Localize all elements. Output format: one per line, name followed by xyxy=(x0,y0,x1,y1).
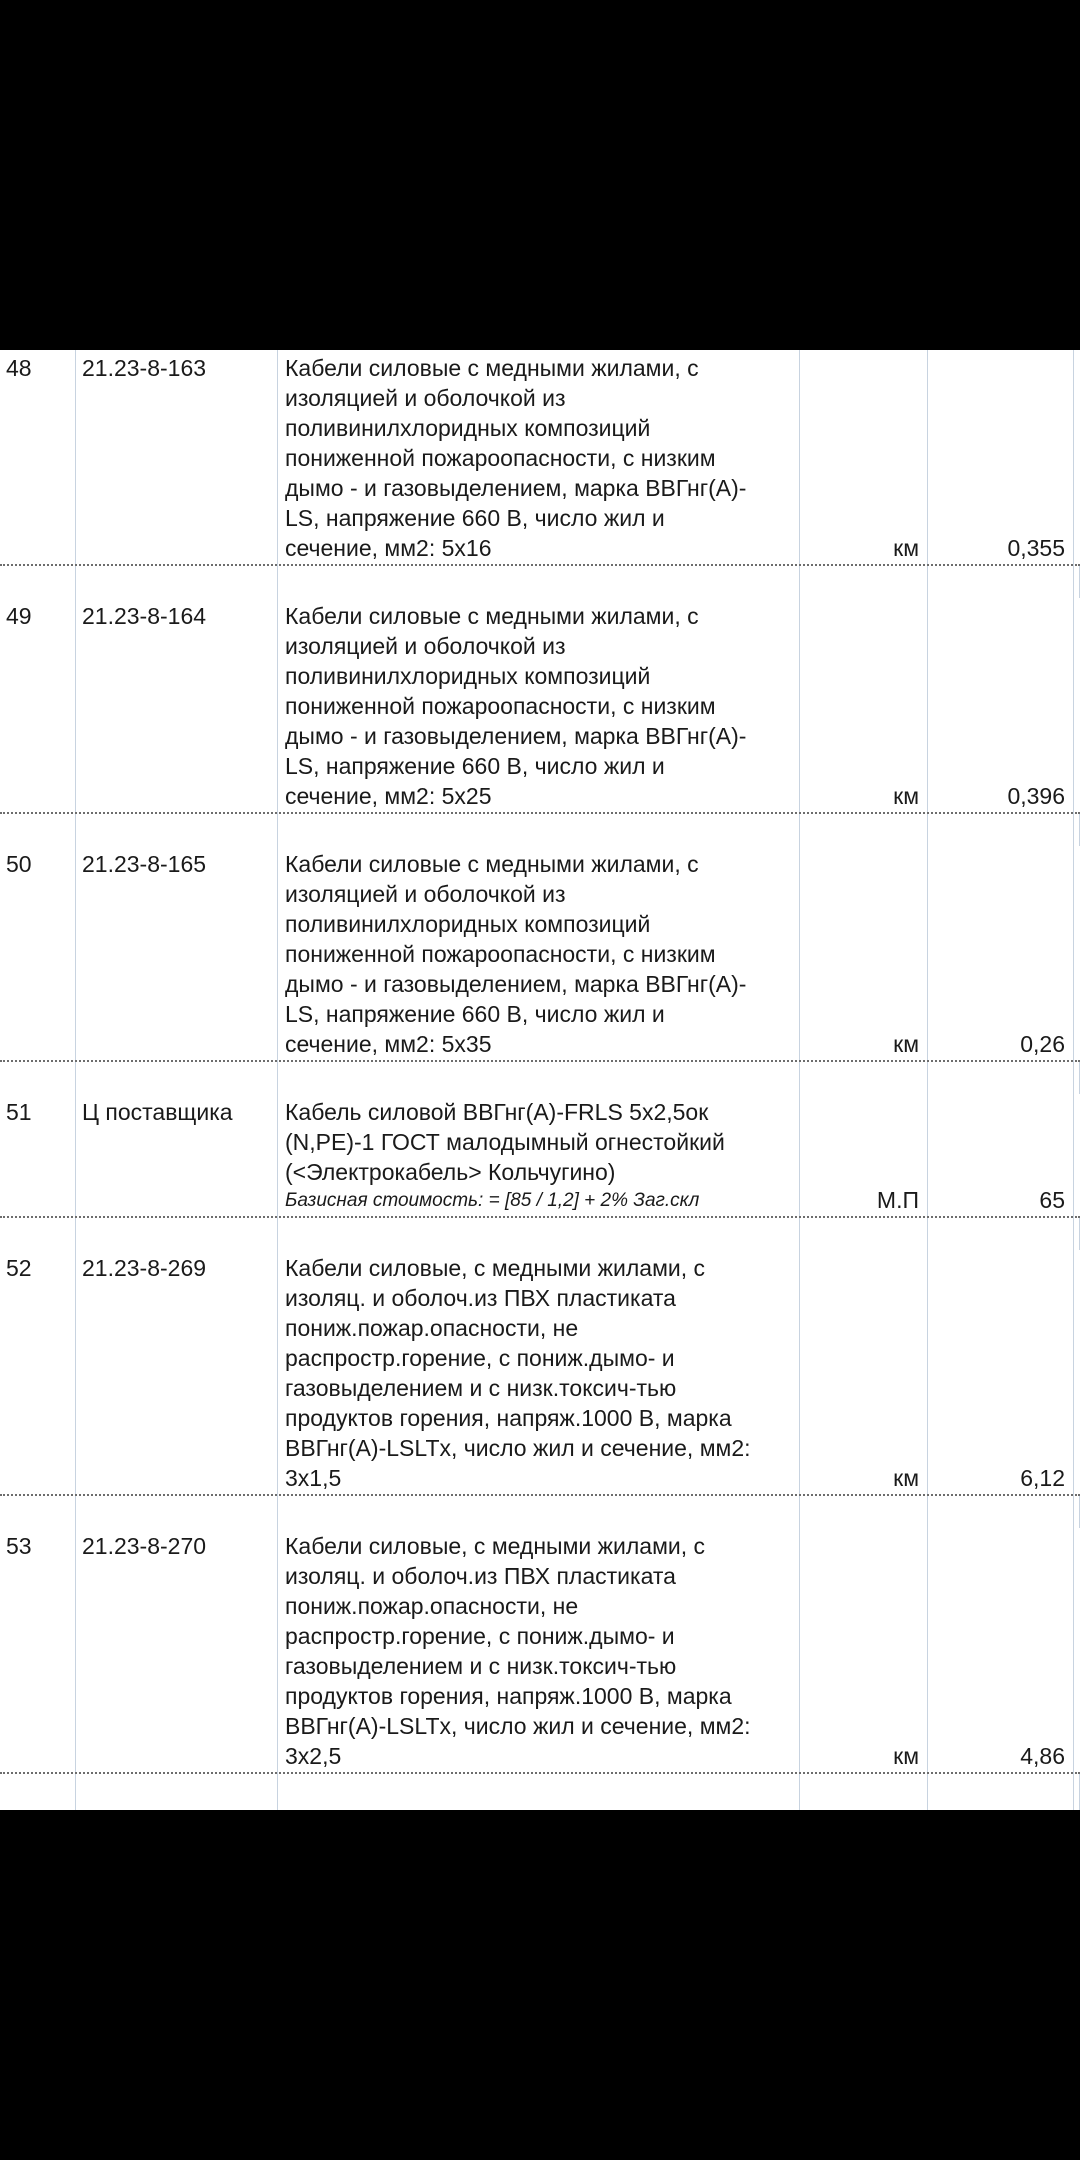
row-number-cell[interactable] xyxy=(0,1094,76,1218)
description-line: изоляц. и оболоч.из ПВХ пластиката xyxy=(285,1563,676,1589)
empty-cell[interactable] xyxy=(1074,1218,1080,1250)
unit-value: км xyxy=(893,1465,919,1491)
description-line: дымо - и газовыделением, марка ВВГнг(А)- xyxy=(285,723,747,749)
empty-cell[interactable] xyxy=(928,566,1074,598)
empty-cell[interactable] xyxy=(1074,1774,1080,1810)
rate-code: 21.23-8-164 xyxy=(82,603,207,629)
row-number: 52 xyxy=(6,1255,32,1281)
description-line: Кабели силовые с медными жилами, с xyxy=(285,851,699,877)
empty-cell[interactable] xyxy=(0,566,76,598)
empty-cell[interactable] xyxy=(76,1774,278,1810)
spreadsheet-viewport[interactable] xyxy=(0,350,1080,1810)
description-line: LS, напряжение 660 В, число жил и xyxy=(285,753,665,779)
row-number-cell[interactable] xyxy=(0,1528,76,1774)
table-row xyxy=(0,1094,1080,1218)
next-column-cell[interactable] xyxy=(1074,350,1080,566)
description-line: распростр.горение, с пониж.дымо- и xyxy=(285,1623,675,1649)
row-number: 48 xyxy=(6,355,32,381)
empty-cell[interactable] xyxy=(76,1496,278,1528)
quantity-value: 0,355 xyxy=(1007,535,1065,561)
description-line: пониженной пожароопасности, с низким xyxy=(285,693,716,719)
empty-cell[interactable] xyxy=(800,566,928,598)
quantity-cell[interactable] xyxy=(928,846,1074,1062)
quantity-value: 65 xyxy=(1039,1187,1065,1213)
description-line: ВВГнг(А)-LSLTx, число жил и сечение, мм2: xyxy=(285,1713,751,1739)
unit-value: км xyxy=(893,1031,919,1057)
empty-cell[interactable] xyxy=(928,1496,1074,1528)
empty-cell[interactable] xyxy=(800,1218,928,1250)
rate-code: 21.23-8-270 xyxy=(82,1533,207,1559)
empty-cell[interactable] xyxy=(278,1062,800,1094)
empty-cell[interactable] xyxy=(76,814,278,846)
table-row xyxy=(0,846,1080,1062)
next-column-cell[interactable] xyxy=(1074,846,1080,1062)
row-number: 49 xyxy=(6,603,32,629)
description-cell[interactable] xyxy=(278,1094,800,1218)
empty-cell[interactable] xyxy=(1074,1062,1080,1094)
quantity-value: 0,26 xyxy=(1020,1031,1065,1057)
next-column-cell[interactable] xyxy=(1074,598,1080,814)
rate-code-cell[interactable] xyxy=(76,1250,278,1496)
description-line: Кабели силовые с медными жилами, с xyxy=(285,603,699,629)
rate-code-cell[interactable] xyxy=(76,598,278,814)
description-line: ВВГнг(А)-LSLTx, число жил и сечение, мм2: xyxy=(285,1435,751,1461)
unit-cell[interactable] xyxy=(800,1528,928,1774)
empty-cell[interactable] xyxy=(928,1218,1074,1250)
empty-cell[interactable] xyxy=(800,1496,928,1528)
unit-value: км xyxy=(893,783,919,809)
table-spacer-row xyxy=(0,1774,1080,1810)
rate-code-cell[interactable] xyxy=(76,350,278,566)
rate-code: 21.23-8-163 xyxy=(82,355,207,381)
base-cost-note: Базисная стоимость: = [85 / 1,2] + 2% Заг.скл xyxy=(285,1190,700,1211)
description-line: пониженной пожароопасности, с низким xyxy=(285,941,716,967)
description-line: Кабель силовой ВВГнг(А)-FRLS 5х2,5ок xyxy=(285,1099,709,1125)
table-row xyxy=(0,1250,1080,1496)
unit-cell[interactable] xyxy=(800,1094,928,1218)
description-line: Кабели силовые с медными жилами, с xyxy=(285,355,699,381)
rate-code: Ц поставщика xyxy=(82,1099,233,1125)
description-line: LS, напряжение 660 В, число жил и xyxy=(285,505,665,531)
description-line: поливинилхлоридных композиций xyxy=(285,911,651,937)
description-cell[interactable] xyxy=(278,1250,800,1496)
quantity-cell[interactable] xyxy=(928,598,1074,814)
description-line: поливинилхлоридных композиций xyxy=(285,415,651,441)
table-spacer-row xyxy=(0,1062,1080,1094)
unit-cell[interactable] xyxy=(800,598,928,814)
table-spacer-row xyxy=(0,1218,1080,1250)
table-row xyxy=(0,350,1080,566)
quantity-value: 4,86 xyxy=(1020,1743,1065,1769)
table-spacer-row xyxy=(0,1496,1080,1528)
description-cell[interactable] xyxy=(278,350,800,566)
rate-code-cell[interactable] xyxy=(76,846,278,1062)
description-cell[interactable] xyxy=(278,846,800,1062)
description-line: газовыделением и с низк.токсич-тью xyxy=(285,1375,677,1401)
unit-cell[interactable] xyxy=(800,350,928,566)
next-column-cell[interactable] xyxy=(1074,1250,1080,1496)
description-line: распростр.горение, с пониж.дымо- и xyxy=(285,1345,675,1371)
table-spacer-row xyxy=(0,814,1080,846)
description-line: пониж.пожар.опасности, не xyxy=(285,1315,579,1341)
empty-cell[interactable] xyxy=(76,1218,278,1250)
description-line: 3х2,5 xyxy=(285,1743,342,1769)
empty-cell[interactable] xyxy=(278,1218,800,1250)
unit-cell[interactable] xyxy=(800,846,928,1062)
empty-cell[interactable] xyxy=(278,814,800,846)
quantity-cell[interactable] xyxy=(928,1528,1074,1774)
row-number-cell[interactable] xyxy=(0,598,76,814)
description-cell[interactable] xyxy=(278,598,800,814)
empty-cell[interactable] xyxy=(0,814,76,846)
description-line: дымо - и газовыделением, марка ВВГнг(А)- xyxy=(285,971,747,997)
description-line: изоляцией и оболочкой из xyxy=(285,633,566,659)
quantity-value: 6,12 xyxy=(1020,1465,1065,1491)
next-column-cell[interactable] xyxy=(1074,1528,1080,1774)
empty-cell[interactable] xyxy=(1074,566,1080,598)
empty-cell[interactable] xyxy=(0,1062,76,1094)
row-number-cell[interactable] xyxy=(0,1250,76,1496)
description-line: дымо - и газовыделением, марка ВВГнг(А)- xyxy=(285,475,747,501)
table-row xyxy=(0,1528,1080,1774)
rate-code-cell[interactable] xyxy=(76,1528,278,1774)
unit-value: км xyxy=(893,1743,919,1769)
quantity-cell[interactable] xyxy=(928,350,1074,566)
description-line: сечение, мм2: 5х25 xyxy=(285,783,492,809)
row-number-cell[interactable] xyxy=(0,846,76,1062)
unit-cell[interactable] xyxy=(800,1250,928,1496)
description-line: изоляцией и оболочкой из xyxy=(285,385,566,411)
empty-cell[interactable] xyxy=(800,814,928,846)
description-line: пониж.пожар.опасности, не xyxy=(285,1593,579,1619)
quantity-value: 0,396 xyxy=(1007,783,1065,809)
rate-code: 21.23-8-269 xyxy=(82,1255,207,1281)
table-spacer-row xyxy=(0,566,1080,598)
description-line: поливинилхлоридных композиций xyxy=(285,663,651,689)
description-line: изоляцией и оболочкой из xyxy=(285,881,566,907)
description-line: LS, напряжение 660 В, число жил и xyxy=(285,1001,665,1027)
empty-cell[interactable] xyxy=(0,1774,76,1810)
empty-cell[interactable] xyxy=(278,1774,800,1810)
description-line: продуктов горения, напряж.1000 В, марка xyxy=(285,1405,732,1431)
description-line: (<Электрокабель> Кольчугино) xyxy=(285,1159,616,1185)
description-line: продуктов горения, напряж.1000 В, марка xyxy=(285,1683,732,1709)
description-cell[interactable] xyxy=(278,1528,800,1774)
description-line: сечение, мм2: 5х35 xyxy=(285,1031,492,1057)
description-line: 3х1,5 xyxy=(285,1465,342,1491)
description-line: Кабели силовые, с медными жилами, с xyxy=(285,1255,706,1281)
row-number: 53 xyxy=(6,1533,32,1559)
quantity-cell[interactable] xyxy=(928,1094,1074,1218)
rate-code-cell[interactable] xyxy=(76,1094,278,1218)
empty-cell[interactable] xyxy=(928,814,1074,846)
empty-cell[interactable] xyxy=(0,1496,76,1528)
description-line: сечение, мм2: 5х16 xyxy=(285,535,492,561)
empty-cell[interactable] xyxy=(1074,814,1080,846)
row-number: 50 xyxy=(6,851,32,877)
description-line: пониженной пожароопасности, с низким xyxy=(285,445,716,471)
estimate-table xyxy=(0,350,1080,1810)
empty-cell[interactable] xyxy=(278,566,800,598)
table-row xyxy=(0,598,1080,814)
row-number-cell[interactable] xyxy=(0,350,76,566)
next-column-cell[interactable] xyxy=(1074,1094,1080,1218)
rate-code: 21.23-8-165 xyxy=(82,851,207,877)
quantity-cell[interactable] xyxy=(928,1250,1074,1496)
description-line: (N,PE)-1 ГОСТ малодымный огнестойкий xyxy=(285,1129,725,1155)
empty-cell[interactable] xyxy=(800,1774,928,1810)
row-number: 51 xyxy=(6,1099,32,1125)
unit-value: км xyxy=(893,535,919,561)
empty-cell[interactable] xyxy=(800,1062,928,1094)
empty-cell[interactable] xyxy=(928,1774,1074,1810)
description-line: газовыделением и с низк.токсич-тью xyxy=(285,1653,677,1679)
empty-cell[interactable] xyxy=(1074,1496,1080,1528)
unit-value: М.П xyxy=(876,1187,919,1213)
empty-cell[interactable] xyxy=(0,1218,76,1250)
empty-cell[interactable] xyxy=(76,566,278,598)
description-line: Кабели силовые, с медными жилами, с xyxy=(285,1533,706,1559)
empty-cell[interactable] xyxy=(278,1496,800,1528)
empty-cell[interactable] xyxy=(76,1062,278,1094)
description-line: изоляц. и оболоч.из ПВХ пластиката xyxy=(285,1285,676,1311)
empty-cell[interactable] xyxy=(928,1062,1074,1094)
